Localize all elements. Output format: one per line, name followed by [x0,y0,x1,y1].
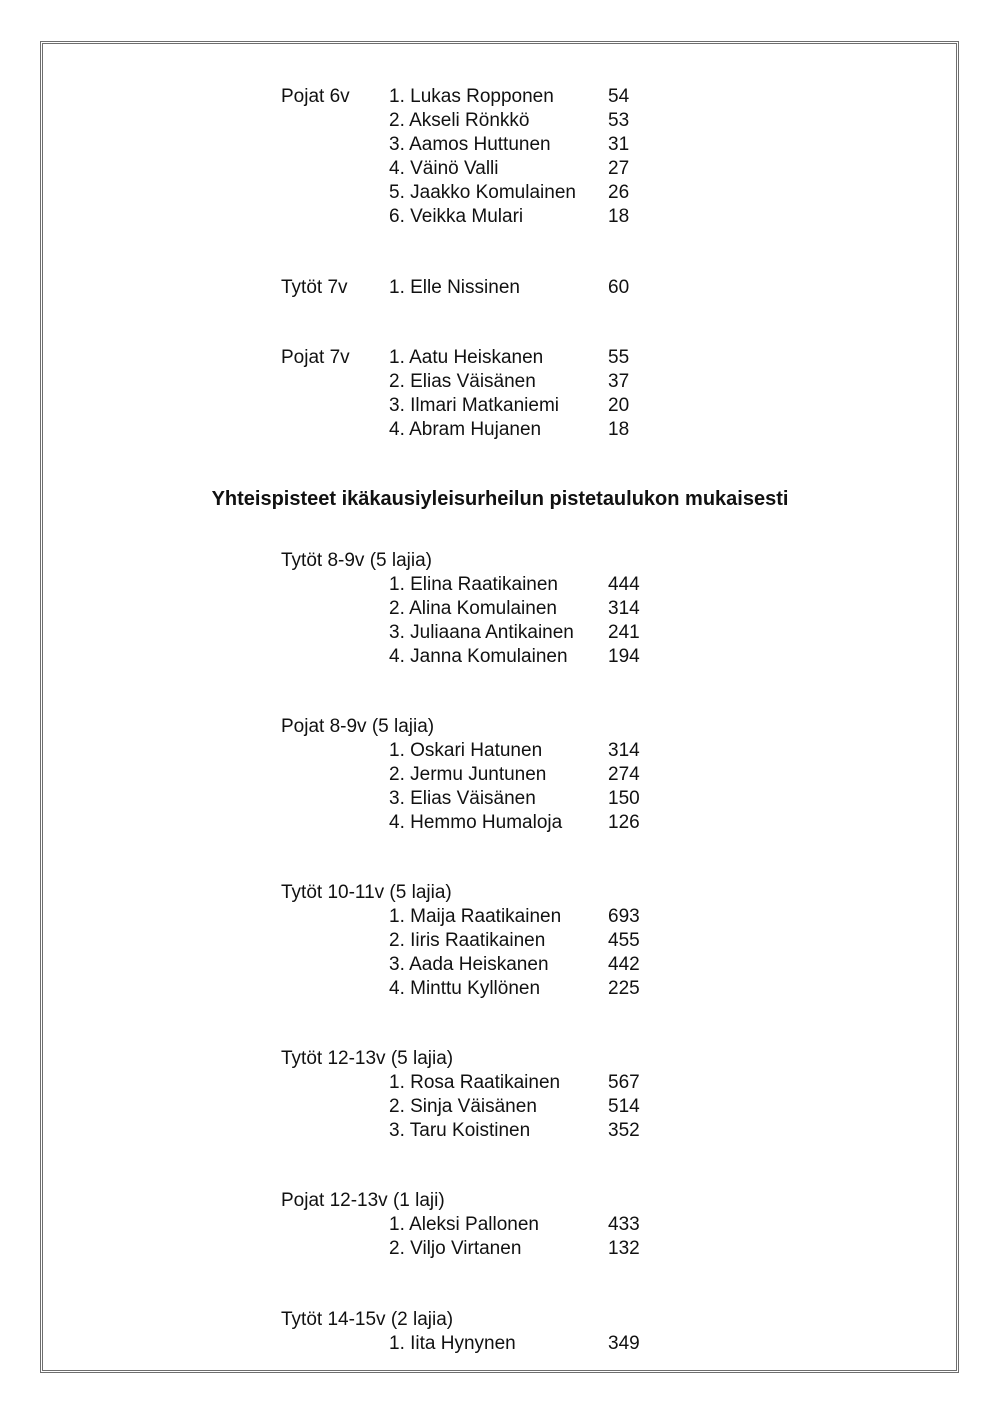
result-name: 1. Elina Raatikainen [389,574,558,595]
result-name: 1. Lukas Ropponen [389,86,554,107]
result-name: 2. Iiris Raatikainen [389,930,546,951]
category-label: Pojat 8-9v (5 lajia) [281,716,435,737]
result-score: 314 [608,598,640,619]
result-score: 60 [608,277,630,298]
result-name: 3. Aamos Huttunen [389,134,551,155]
result-name: 4. Hemmo Humaloja [389,812,563,833]
result-score: 37 [608,371,630,392]
result-score: 54 [608,86,630,107]
result-score: 18 [608,419,630,440]
result-name: 3. Taru Koistinen [389,1120,531,1141]
result-score: 349 [608,1333,640,1354]
result-name: 4. Janna Komulainen [389,646,568,667]
result-score: 433 [608,1214,640,1235]
result-score: 442 [608,954,640,975]
result-score: 444 [608,574,640,595]
result-name: 1. Oskari Hatunen [389,740,543,761]
result-score: 26 [608,182,630,203]
result-score: 55 [608,347,630,368]
result-score: 693 [608,906,640,927]
result-name: 6. Veikka Mulari [389,206,524,227]
result-score: 314 [608,740,640,761]
result-name: 4. Abram Hujanen [389,419,542,440]
result-score: 126 [608,812,640,833]
category-label: Pojat 6v [281,86,350,107]
page-border [40,41,959,1373]
category-label: Tytöt 12-13v (5 lajia) [281,1048,454,1069]
result-score: 53 [608,110,630,131]
result-name: 2. Elias Väisänen [389,371,536,392]
result-score: 455 [608,930,640,951]
result-name: 3. Ilmari Matkaniemi [389,395,559,416]
result-score: 274 [608,764,640,785]
category-label: Tytöt 14-15v (2 lajia) [281,1309,454,1330]
result-name: 1. Aatu Heiskanen [389,347,544,368]
result-score: 20 [608,395,630,416]
result-name: 2. Akseli Rönkkö [389,110,530,131]
result-score: 514 [608,1096,640,1117]
result-name: 1. Rosa Raatikainen [389,1072,561,1093]
result-score: 225 [608,978,640,999]
result-score: 31 [608,134,630,155]
result-name: 1. Aleksi Pallonen [389,1214,539,1235]
result-name: 4. Väinö Valli [389,158,499,179]
result-name: 4. Minttu Kyllönen [389,978,541,999]
result-name: 1. Maija Raatikainen [389,906,562,927]
result-name: 2. Jermu Juntunen [389,764,547,785]
result-score: 194 [608,646,640,667]
points-heading: Yhteispisteet ikäkausiyleisurheilun pistetaulukon mukaisesti [211,488,789,510]
result-name: 2. Alina Komulainen [389,598,557,619]
result-score: 352 [608,1120,640,1141]
result-score: 132 [608,1238,640,1259]
result-name: 2. Sinja Väisänen [389,1096,537,1117]
result-name: 1. Iita Hynynen [389,1333,516,1354]
category-label: Pojat 7v [281,347,350,368]
result-score: 18 [608,206,630,227]
result-score: 567 [608,1072,640,1093]
result-name: 2. Viljo Virtanen [389,1238,522,1259]
result-score: 27 [608,158,630,179]
category-label: Tytöt 7v [281,277,348,298]
result-score: 150 [608,788,640,809]
category-label: Pojat 12-13v (1 laji) [281,1190,445,1211]
category-label: Tytöt 8-9v (5 lajia) [281,550,432,571]
result-name: 3. Elias Väisänen [389,788,536,809]
result-name: 3. Juliaana Antikainen [389,622,574,643]
result-name: 3. Aada Heiskanen [389,954,549,975]
result-name: 5. Jaakko Komulainen [389,182,576,203]
result-score: 241 [608,622,640,643]
category-label: Tytöt 10-11v (5 lajia) [281,882,452,903]
result-name: 1. Elle Nissinen [389,277,520,298]
